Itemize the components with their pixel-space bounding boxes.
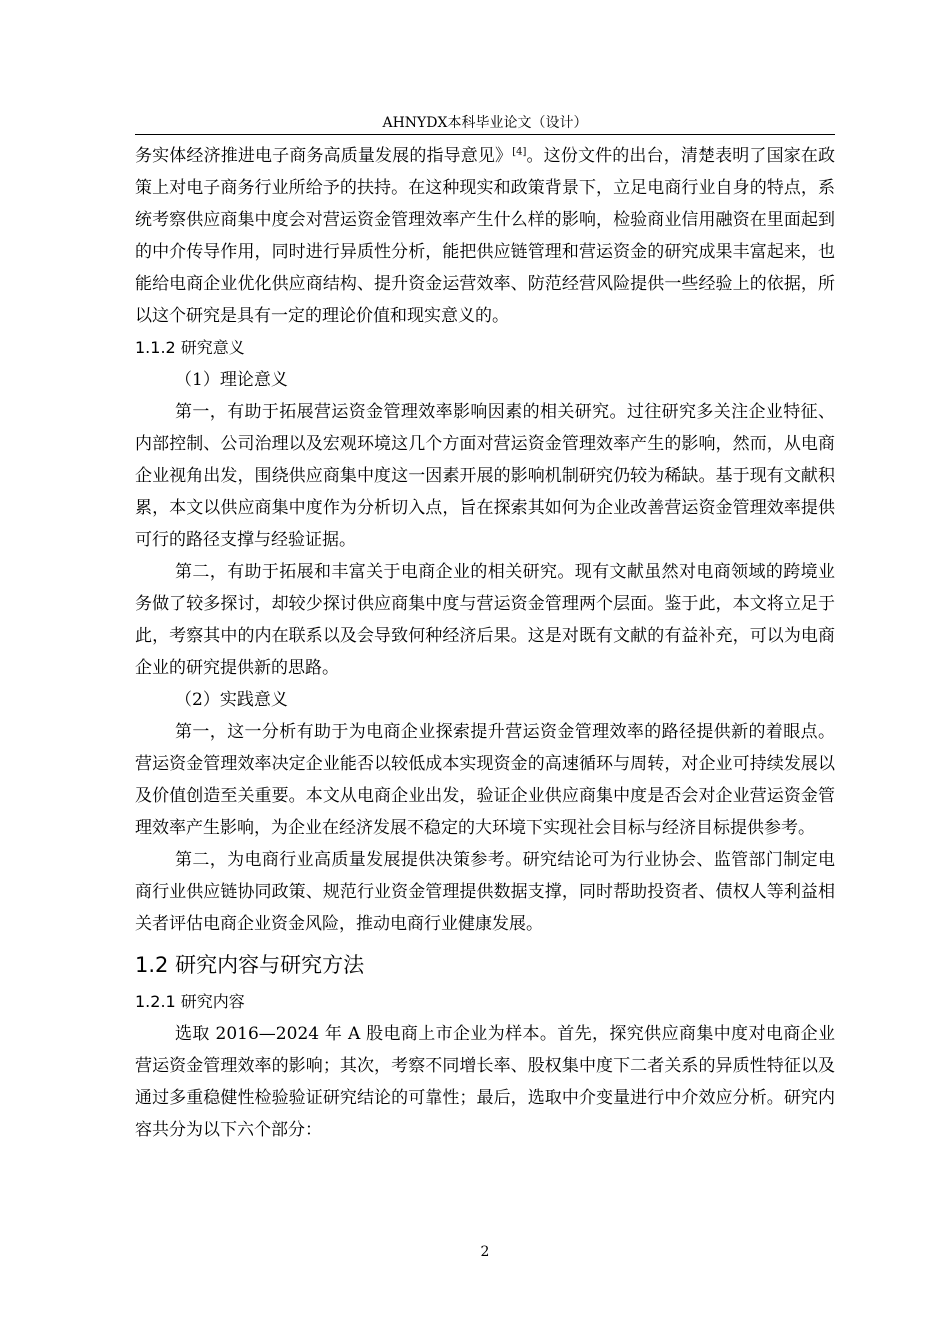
section-heading-1-1-2: 1.1.2 研究意义	[135, 338, 245, 357]
paragraph-theory-2: 第二，有助于拓展和丰富关于电商企业的相关研究。现有文献虽然对电商领域的跨境业务做了较多探讨，却较少探讨供应商集中度与营运资金管理两个层面。鉴于此，本文将立足于此，考察其中的内在联系以及会导致何种经济后果。这是对既有文献的有益补充，可以为电商企业的研究提供新的思路。	[135, 562, 835, 678]
paragraph-theory-1: 第一，有助于拓展营运资金管理效率影响因素的相关研究。过往研究多关注企业特征、内部控制、公司治理以及宏观环境这几个方面对营运资金管理效率产生的影响，然而，从电商企业视角出发，围绕供应商集中度这一因素开展的影响机制研究仍较为稀缺。基于现有文献积累，本文以供应商集中度作为分析切入点，旨在探索其如何为企业改善营运资金管理效率提供可行的路径支撑与经验证据。	[135, 402, 835, 550]
paragraph-practice-2: 第二，为电商行业高质量发展提供决策参考。研究结论可为行业协会、监管部门制定电商行业供应链协同政策、规范行业资金管理提供数据支撑，同时帮助投资者、债权人等利益相关者评估电商企业资金风险，推动电商行业健康发展。	[135, 850, 835, 934]
document-body	[135, 140, 835, 1146]
paragraph-continuation	[135, 140, 835, 332]
citation-reference: [4]	[512, 146, 527, 158]
page-number: 2	[480, 1244, 490, 1260]
subheading-theory: （1）理论意义	[175, 370, 288, 390]
section-heading-1-2-1: 1.2.1 研究内容	[135, 992, 245, 1011]
paragraph-text: 务实体经济推进电子商务高质量发展的指导意见》	[135, 146, 513, 166]
paragraph-practice-1: 第一，这一分析有助于为电商企业探索提升营运资金管理效率的路径提供新的着眼点。营运资金管理效率决定企业能否以较低成本实现资金的高速循环与周转，对企业可持续发展以及价值创造至关重要。本文从电商企业出发，验证企业供应商集中度是否会对企业营运资金管理效率产生影响，为企业在经济发展不稳定的大环境下实现社会目标与经济目标提供参考。	[135, 722, 835, 838]
header-rule	[135, 134, 835, 135]
page-header: AHNYDX本科毕业论文（设计）	[382, 115, 588, 131]
paragraph-text: 。这份文件的出台，清楚表明了国家在政策上对电子商务行业所给予的扶持。在这种现实和政策背景下，立足电商行业自身的特点，系统考察供应商集中度会对营运资金管理效率产生什么样的影响，检验商业信用融资在里面起到的中介传导作用，同时进行异质性分析，能把供应链管理和营运资金的研究成果丰富起来，也能给电商企业优化供应商结构、提升资金运营效率、防范经营风险提供一些经验上的依据，所以这个研究是具有一定的理论价值和现实意义的。	[135, 146, 836, 326]
paragraph-research-content: 选取 2016—2024 年 A 股电商上市企业为样本。首先，探究供应商集中度对电商企业营运资金管理效率的影响；其次，考察不同增长率、股权集中度下二者关系的异质性特征以及通过多重稳健性检验验证研究结论的可靠性；最后，选取中介变量进行中介效应分析。研究内容共分为以下六个部分：	[135, 1024, 835, 1140]
section-heading-1-2: 1.2 研究内容与研究方法	[135, 953, 365, 977]
subheading-practice: （2）实践意义	[175, 690, 288, 710]
